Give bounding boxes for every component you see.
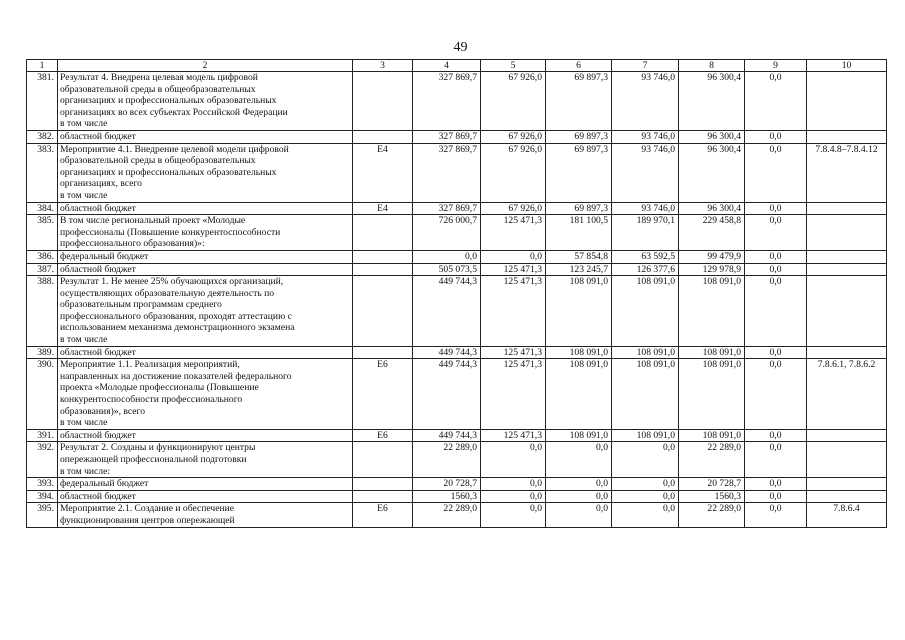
- value-cell-col9: 0,0: [745, 478, 807, 491]
- row-name-line: Результат 2. Созданы и функционируют центры: [60, 442, 256, 454]
- value-cell-col7: 0,0: [612, 478, 679, 491]
- row-name-line: в том числе: [60, 334, 108, 346]
- column-header: 6: [546, 60, 612, 72]
- value-cell-col8: 99 479,9: [679, 250, 745, 263]
- column-header: 5: [481, 60, 546, 72]
- table-row: [27, 130, 887, 143]
- row-name-line: организациях и профессиональных образовательных: [60, 95, 277, 107]
- row-name-cell: [58, 130, 353, 143]
- row-number-cell: 392.: [27, 442, 58, 478]
- value-cell-total: 449 744,3: [413, 429, 481, 442]
- row-name-cell: [58, 72, 353, 131]
- value-cell-col7: 63 592,5: [612, 250, 679, 263]
- table-row: [27, 250, 887, 263]
- row-name-line: образовательной среды в общеобразовательных: [60, 83, 256, 95]
- code-cell: [353, 250, 413, 263]
- value-cell-col5: 67 926,0: [481, 130, 546, 143]
- value-cell-total: 327 869,7: [413, 202, 481, 215]
- value-cell-col7: 108 091,0: [612, 359, 679, 430]
- value-cell-col9: 0,0: [745, 503, 807, 527]
- reference-cell: 7.8.6.4: [807, 503, 887, 527]
- row-name-line: профессионалы (Повышение конкурентоспособности: [60, 226, 281, 238]
- value-cell-col9: 0,0: [745, 346, 807, 359]
- column-header: 4: [413, 60, 481, 72]
- column-header: 3: [353, 60, 413, 72]
- row-name-line: организациях, всего: [60, 178, 142, 190]
- row-name-line: образования)», всего: [60, 405, 145, 417]
- table-row: [27, 215, 887, 251]
- column-header: 8: [679, 60, 745, 72]
- row-name-line: в том числе: [60, 417, 108, 429]
- row-name-line: организациях во всех субъектах Российской Федерации: [60, 106, 288, 118]
- row-number-cell: 383.: [27, 143, 58, 202]
- value-cell-total: 726 000,7: [413, 215, 481, 251]
- value-cell-col7: 0,0: [612, 490, 679, 503]
- row-name-cell: [58, 215, 353, 251]
- row-name-line: В том числе региональный проект «Молодые: [60, 215, 246, 227]
- value-cell-col6: 0,0: [546, 490, 612, 503]
- code-cell: [353, 215, 413, 251]
- value-cell-col8: 22 289,0: [679, 442, 745, 478]
- row-name-line: проекта «Молодые профессионалы (Повышение: [60, 382, 259, 394]
- value-cell-col5: 125 471,3: [481, 276, 546, 347]
- row-name-line: осуществляющих образовательную деятельность по: [60, 287, 275, 299]
- value-cell-col9: 0,0: [745, 215, 807, 251]
- value-cell-col9: 0,0: [745, 130, 807, 143]
- row-number-cell: 388.: [27, 276, 58, 347]
- value-cell-col8: 129 978,9: [679, 263, 745, 276]
- value-cell-total: 22 289,0: [413, 503, 481, 527]
- reference-cell: [807, 72, 887, 131]
- value-cell-col5: 125 471,3: [481, 263, 546, 276]
- row-name-cell: [58, 503, 353, 527]
- row-name-line: профессионального образования)»:: [60, 238, 205, 250]
- reference-cell: [807, 130, 887, 143]
- value-cell-total: 0,0: [413, 250, 481, 263]
- value-cell-col8: 108 091,0: [679, 429, 745, 442]
- code-cell: [353, 130, 413, 143]
- budget-table: [26, 59, 887, 528]
- row-name-line: направленных на достижение показателей федерального: [60, 370, 292, 382]
- value-cell-total: 449 744,3: [413, 276, 481, 347]
- row-name-line: федеральный бюджет: [60, 478, 149, 490]
- value-cell-total: 449 744,3: [413, 346, 481, 359]
- column-header: 2: [58, 60, 353, 72]
- code-cell: [353, 263, 413, 276]
- value-cell-col6: 108 091,0: [546, 429, 612, 442]
- value-cell-col8: 22 289,0: [679, 503, 745, 527]
- row-number-cell: 385.: [27, 215, 58, 251]
- row-number-cell: 382.: [27, 130, 58, 143]
- value-cell-col7: 108 091,0: [612, 346, 679, 359]
- value-cell-col6: 0,0: [546, 478, 612, 491]
- value-cell-total: 22 289,0: [413, 442, 481, 478]
- table-row: [27, 72, 887, 131]
- value-cell-col6: 69 897,3: [546, 143, 612, 202]
- row-name-line: образовательным программам среднего: [60, 299, 222, 311]
- table-row: [27, 276, 887, 347]
- row-name-line: организациях и профессиональных образовательных: [60, 166, 277, 178]
- row-name-line: в том числе: [60, 189, 108, 201]
- row-name-cell: [58, 346, 353, 359]
- code-cell: [353, 490, 413, 503]
- row-name-line: областной бюджет: [60, 130, 136, 142]
- value-cell-col5: 125 471,3: [481, 359, 546, 430]
- row-name-line: областной бюджет: [60, 202, 136, 214]
- value-cell-col6: 69 897,3: [546, 202, 612, 215]
- row-name-line: Мероприятие 2.1. Создание и обеспечение: [60, 503, 234, 515]
- value-cell-total: 327 869,7: [413, 72, 481, 131]
- value-cell-col8: 1560,3: [679, 490, 745, 503]
- reference-cell: [807, 442, 887, 478]
- row-number-cell: 384.: [27, 202, 58, 215]
- row-name-cell: [58, 490, 353, 503]
- value-cell-col8: 108 091,0: [679, 346, 745, 359]
- value-cell-col5: 67 926,0: [481, 202, 546, 215]
- value-cell-col7: 93 746,0: [612, 130, 679, 143]
- table-row: [27, 202, 887, 215]
- table-row: [27, 143, 887, 202]
- reference-cell: [807, 346, 887, 359]
- row-name-line: Результат 4. Внедрена целевая модель цифровой: [60, 72, 258, 83]
- row-name-line: областной бюджет: [60, 263, 136, 275]
- code-cell: [353, 478, 413, 491]
- value-cell-col9: 0,0: [745, 429, 807, 442]
- code-cell: [353, 346, 413, 359]
- value-cell-col5: 0,0: [481, 250, 546, 263]
- value-cell-col6: 69 897,3: [546, 72, 612, 131]
- table-row: [27, 478, 887, 491]
- value-cell-col5: 0,0: [481, 478, 546, 491]
- value-cell-col7: 108 091,0: [612, 429, 679, 442]
- value-cell-col5: 0,0: [481, 442, 546, 478]
- code-cell: [353, 442, 413, 478]
- value-cell-col5: 0,0: [481, 490, 546, 503]
- reference-cell: 7.8.6.1, 7.8.6.2: [807, 359, 887, 430]
- reference-cell: [807, 429, 887, 442]
- table-row: [27, 263, 887, 276]
- table-row: [27, 346, 887, 359]
- value-cell-col6: 57 854,8: [546, 250, 612, 263]
- row-name-line: профессионального образования, проходят аттестацию с: [60, 310, 292, 322]
- row-name-cell: [58, 250, 353, 263]
- code-cell: Е6: [353, 503, 413, 527]
- value-cell-total: 1560,3: [413, 490, 481, 503]
- row-name-line: в том числе:: [60, 465, 111, 477]
- value-cell-col5: 125 471,3: [481, 429, 546, 442]
- row-name-line: функционирования центров опережающей: [60, 514, 235, 526]
- table-row: [27, 429, 887, 442]
- value-cell-col6: 108 091,0: [546, 276, 612, 347]
- reference-cell: [807, 276, 887, 347]
- table-row: [27, 503, 887, 527]
- value-cell-col5: 125 471,3: [481, 346, 546, 359]
- value-cell-col7: 108 091,0: [612, 276, 679, 347]
- table-header-row: [27, 60, 887, 72]
- value-cell-col9: 0,0: [745, 442, 807, 478]
- code-cell: [353, 72, 413, 131]
- value-cell-col8: 96 300,4: [679, 130, 745, 143]
- value-cell-col9: 0,0: [745, 490, 807, 503]
- value-cell-col5: 0,0: [481, 503, 546, 527]
- code-cell: [353, 276, 413, 347]
- row-name-cell: [58, 442, 353, 478]
- row-number-cell: 386.: [27, 250, 58, 263]
- value-cell-total: 505 073,5: [413, 263, 481, 276]
- code-cell: Е4: [353, 143, 413, 202]
- value-cell-col9: 0,0: [745, 143, 807, 202]
- reference-cell: [807, 490, 887, 503]
- value-cell-col8: 96 300,4: [679, 143, 745, 202]
- row-number-cell: 387.: [27, 263, 58, 276]
- reference-cell: [807, 263, 887, 276]
- value-cell-col8: 108 091,0: [679, 359, 745, 430]
- row-name-line: Мероприятие 1.1. Реализация мероприятий,: [60, 359, 240, 371]
- value-cell-col6: 108 091,0: [546, 346, 612, 359]
- value-cell-col7: 0,0: [612, 503, 679, 527]
- value-cell-col7: 93 746,0: [612, 72, 679, 131]
- column-header: 7: [612, 60, 679, 72]
- row-number-cell: 395.: [27, 503, 58, 527]
- row-name-cell: [58, 143, 353, 202]
- table-row: [27, 442, 887, 478]
- value-cell-total: 327 869,7: [413, 130, 481, 143]
- value-cell-col7: 93 746,0: [612, 143, 679, 202]
- value-cell-col8: 20 728,7: [679, 478, 745, 491]
- row-name-line: Мероприятие 4.1. Внедрение целевой модели цифровой: [60, 143, 289, 155]
- value-cell-col8: 229 458,8: [679, 215, 745, 251]
- value-cell-col6: 123 245,7: [546, 263, 612, 276]
- row-number-cell: 391.: [27, 429, 58, 442]
- reference-cell: [807, 478, 887, 491]
- value-cell-col9: 0,0: [745, 276, 807, 347]
- row-name-line: федеральный бюджет: [60, 250, 149, 262]
- value-cell-col5: 67 926,0: [481, 72, 546, 131]
- row-number-cell: 381.: [27, 72, 58, 131]
- row-name-line: использованием механизма демонстрационного экзамена: [60, 322, 295, 334]
- value-cell-total: 327 869,7: [413, 143, 481, 202]
- value-cell-total: 449 744,3: [413, 359, 481, 430]
- value-cell-total: 20 728,7: [413, 478, 481, 491]
- page-number: 49: [453, 40, 468, 55]
- value-cell-col6: 0,0: [546, 503, 612, 527]
- value-cell-col8: 96 300,4: [679, 72, 745, 131]
- value-cell-col6: 69 897,3: [546, 130, 612, 143]
- column-header: 9: [745, 60, 807, 72]
- value-cell-col6: 0,0: [546, 442, 612, 478]
- value-cell-col5: 125 471,3: [481, 215, 546, 251]
- code-cell: Е6: [353, 359, 413, 430]
- value-cell-col5: 67 926,0: [481, 143, 546, 202]
- value-cell-col9: 0,0: [745, 359, 807, 430]
- row-name-line: Результат 1. Не менее 25% обучающихся организаций,: [60, 276, 284, 288]
- row-name-line: областной бюджет: [60, 490, 136, 502]
- row-name-cell: [58, 429, 353, 442]
- value-cell-col9: 0,0: [745, 250, 807, 263]
- value-cell-col6: 181 100,5: [546, 215, 612, 251]
- row-number-cell: 389.: [27, 346, 58, 359]
- row-name-cell: [58, 263, 353, 276]
- reference-cell: [807, 250, 887, 263]
- value-cell-col8: 96 300,4: [679, 202, 745, 215]
- row-name-line: областной бюджет: [60, 346, 136, 358]
- reference-cell: [807, 202, 887, 215]
- row-name-line: областной бюджет: [60, 429, 136, 441]
- row-name-line: образовательной среды в общеобразовательных: [60, 155, 256, 167]
- value-cell-col7: 0,0: [612, 442, 679, 478]
- table-row: [27, 359, 887, 430]
- row-name-line: в том числе: [60, 118, 108, 130]
- reference-cell: 7.8.4.8–7.8.4.12: [807, 143, 887, 202]
- code-cell: Е4: [353, 202, 413, 215]
- value-cell-col7: 93 746,0: [612, 202, 679, 215]
- value-cell-col9: 0,0: [745, 202, 807, 215]
- value-cell-col8: 108 091,0: [679, 276, 745, 347]
- value-cell-col7: 126 377,6: [612, 263, 679, 276]
- value-cell-col7: 189 970,1: [612, 215, 679, 251]
- row-name-cell: [58, 202, 353, 215]
- value-cell-col6: 108 091,0: [546, 359, 612, 430]
- row-name-cell: [58, 276, 353, 347]
- value-cell-col9: 0,0: [745, 72, 807, 131]
- row-name-line: конкурентоспособности профессионального: [60, 394, 243, 406]
- column-header: 1: [27, 60, 58, 72]
- row-number-cell: 394.: [27, 490, 58, 503]
- reference-cell: [807, 215, 887, 251]
- row-number-cell: 390.: [27, 359, 58, 430]
- code-cell: Е6: [353, 429, 413, 442]
- row-name-line: опережающей профессиональной подготовки: [60, 454, 247, 465]
- row-number-cell: 393.: [27, 478, 58, 491]
- column-header: 10: [807, 60, 887, 72]
- row-name-cell: [58, 359, 353, 430]
- value-cell-col9: 0,0: [745, 263, 807, 276]
- row-name-cell: [58, 478, 353, 491]
- table-row: [27, 490, 887, 503]
